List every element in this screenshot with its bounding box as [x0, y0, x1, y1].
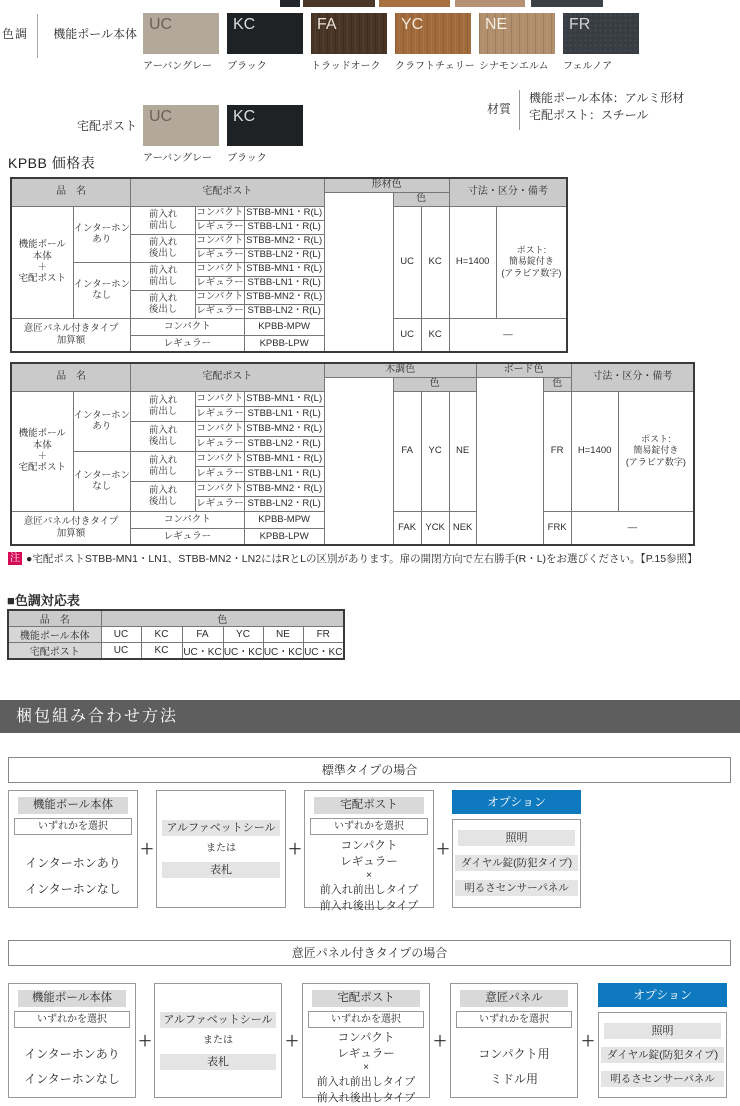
header-dimensions: 寸法・区分・備考 [449, 178, 567, 206]
corr-cell: UC [101, 643, 141, 660]
header-delivery-post: 宅配ポスト [131, 363, 325, 391]
post-line-times: × [363, 1062, 369, 1073]
direction-cell [131, 290, 196, 318]
post-line-front-rear: 前入れ後出しタイプ [319, 900, 419, 912]
size-cell: レギュラー [196, 436, 245, 451]
note-badge: 注 [10, 553, 20, 564]
direction-cell [131, 206, 196, 234]
cropped-swatch [379, 0, 450, 7]
swatch-name: ブラック [227, 153, 267, 164]
name-line: 本体 [32, 250, 52, 262]
plus-sign: ＋ [288, 841, 302, 857]
direction-cell [131, 451, 196, 481]
header-board-color: ボード色 [476, 363, 571, 377]
price-table-wood-board [10, 362, 695, 546]
direction-line: 後出し [148, 436, 178, 447]
header-delivery-post: 宅配ポスト [131, 178, 325, 206]
name-line: 機能ポール [18, 428, 66, 440]
color-code-cell: YC [421, 391, 449, 511]
color-code-cell: UC [393, 318, 421, 352]
size-cell: レギュラー [196, 221, 244, 233]
header-extrusion-color: 形材色 [324, 178, 449, 192]
nameplate-box [156, 790, 286, 908]
size-cell: レギュラー [196, 249, 244, 261]
material-line-post: 宅配ポスト：スチール [529, 108, 649, 122]
size-cell: コンパクト [196, 235, 244, 247]
select-one-box: いずれかを選択 [14, 818, 132, 835]
material-line-pole: 機能ポール本体：アルミ形材 [529, 91, 685, 105]
plus-sign: ＋ [581, 1032, 595, 1049]
color-code-cell: YCK [421, 511, 449, 545]
interphone-line: なし [92, 290, 112, 301]
swatch-name: アーバングレー [143, 153, 212, 164]
model-cell: KPBB-LPW [244, 335, 324, 352]
cropped-swatch [280, 0, 300, 7]
color-swatch-uc [143, 13, 219, 72]
empty-price-column [324, 377, 393, 545]
size-cell: コンパクト [131, 511, 245, 528]
addition-label-cell [11, 511, 131, 545]
price-table-aluminum [10, 177, 568, 353]
model-cell: STBB-MN2・R(L) [244, 421, 324, 436]
diagram1-title: 標準タイプの場合 [8, 757, 731, 783]
cropped-swatch [455, 0, 525, 7]
remark-line: (アラビア数字) [501, 267, 562, 278]
swatch-name: ブラック [227, 61, 267, 72]
material-label: 材質 [487, 102, 512, 116]
interphone-cell [73, 206, 131, 262]
price-table-title: KPBB 価格表 [8, 155, 96, 171]
corr-cell: UC・KC [182, 643, 223, 660]
interphone-line: インターホン [73, 278, 131, 290]
model-cell: STBB-MN2・R(L) [246, 291, 323, 303]
size-cell: レギュラー [196, 496, 245, 511]
pole-row-label: 機能ポール本体 [53, 27, 137, 41]
post-box-header: 宅配ポスト [312, 990, 420, 1007]
direction-line: 前出し [148, 276, 178, 287]
delivery-post-box [302, 983, 430, 1104]
direction-line: 前入れ [148, 292, 178, 304]
diagram2-title: 意匠パネル付きタイプの場合 [8, 940, 731, 966]
empty-price-column [476, 377, 543, 545]
standard-type-diagram [8, 790, 581, 912]
cropped-swatch [303, 0, 375, 7]
option-box [452, 790, 581, 908]
remark-line: (アラビア数字) [625, 456, 686, 467]
direction-line: 前入れ [148, 394, 178, 406]
alphabet-seal-item: アルファベットシール [162, 820, 280, 836]
addition-line: 加算額 [56, 334, 86, 346]
empty-price-column [324, 192, 393, 352]
size-cell: レギュラー [131, 335, 245, 352]
swatch-name: シナモンエルム [479, 61, 549, 72]
swatch-name: アーバングレー [143, 61, 212, 72]
select-one-box: いずれかを選択 [456, 1011, 572, 1028]
row-label-post: 宅配ポスト [8, 643, 101, 660]
header-dimensions: 寸法・区分・備考 [571, 363, 694, 391]
model-cell: STBB-LN2・R(L) [244, 304, 324, 318]
option-dial-lock: ダイヤル錠(防犯タイプ) [601, 1047, 724, 1063]
color-code-cell: KC [421, 318, 449, 352]
dash-cell: ― [449, 318, 567, 352]
direction-cell [131, 421, 196, 451]
swatch-chip [311, 13, 387, 54]
post-line-front-front: 前入れ前出しタイプ [319, 884, 419, 896]
swatch-code: UC [149, 16, 173, 33]
model-cell: STBB-LN2・R(L) [244, 248, 324, 262]
pole-option-intercom-yes: インターホンあり [25, 856, 121, 870]
header-product-name: 品 名 [8, 610, 101, 627]
select-one-box: いずれかを選択 [14, 1011, 130, 1028]
interphone-line: インターホン [73, 469, 131, 481]
row-label-pole: 機能ポール本体 [8, 627, 101, 643]
pole-box-header: 機能ポール本体 [18, 797, 128, 814]
plus-sign: ＋ [433, 1032, 447, 1049]
corr-cell: FR [303, 627, 344, 643]
nameplate-box [154, 983, 282, 1098]
color-swatch-fr [563, 13, 639, 72]
name-line: 宅配ポスト [18, 273, 66, 285]
remark-line: ポスト: [641, 434, 671, 445]
corr-cell: UC・KC [303, 643, 344, 660]
interphone-line: インターホン [73, 222, 131, 234]
option-box-body [598, 1012, 727, 1098]
swatch-chip [227, 105, 303, 146]
swatch-chip [143, 13, 219, 54]
model-cell: STBB-MN2・R(L) [246, 235, 323, 247]
panel-option-middle: ミドル用 [489, 1072, 538, 1086]
remark-line: 簡易錠付き [508, 256, 554, 267]
interphone-line: あり [92, 421, 112, 432]
model-cell: KPBB-LPW [244, 528, 324, 545]
swatch-code: FR [569, 16, 591, 33]
header-product-name: 品 名 [11, 178, 131, 206]
pole-box [8, 983, 136, 1098]
pole-option-intercom-yes: インターホンあり [24, 1047, 120, 1061]
divider [519, 90, 520, 130]
model-cell: STBB-MN1・R(L) [244, 391, 324, 406]
post-line-regular: レギュラー [337, 1048, 395, 1060]
plus-sign: ＋ [138, 1032, 152, 1049]
model-cell: STBB-LN2・R(L) [244, 496, 324, 511]
direction-line: 前入れ [148, 484, 178, 496]
corr-cell: UC・KC [223, 643, 263, 660]
direction-line: 後出し [148, 304, 178, 315]
post-line-times: × [366, 870, 372, 881]
option-box-header: オプション [452, 790, 581, 814]
product-name-cell [11, 206, 73, 318]
alphabet-seal-item: アルファベットシール [160, 1012, 276, 1028]
color-code-cell: FA [393, 391, 421, 511]
interphone-cell [73, 391, 131, 451]
pole-box-header: 機能ポール本体 [18, 990, 126, 1007]
post-line-compact: コンパクト [340, 840, 398, 852]
corr-cell: FA [182, 627, 223, 643]
correspondence-title: ■色調対応表 [7, 593, 80, 608]
swatch-code: YC [401, 16, 424, 33]
model-cell: STBB-MN1・R(L) [244, 451, 324, 466]
swatch-code: FA [317, 16, 337, 33]
option-box-body [452, 819, 581, 908]
name-line: ＋ [37, 262, 47, 273]
select-one-box: いずれかを選択 [308, 1011, 424, 1028]
swatch-code: KC [233, 16, 256, 33]
swatch-chip [563, 13, 639, 54]
model-cell: KPBB-MPW [244, 511, 324, 528]
size-cell: コンパクト [196, 207, 244, 219]
direction-line: 前入れ [148, 208, 178, 220]
addition-line: 意匠パネル付きタイプ [23, 516, 119, 528]
color-code-cell: FRK [543, 511, 571, 545]
color-code-cell: NE [449, 391, 476, 511]
addition-line: 加算額 [56, 527, 86, 539]
color-code-cell: KC [421, 206, 449, 318]
post-swatch-kc [227, 105, 303, 164]
size-cell: コンパクト [196, 451, 245, 466]
direction-line: 前入れ [148, 454, 178, 466]
option-brightness-sensor: 明るさセンサーパネル [601, 1071, 724, 1087]
post-line-front-front: 前入れ前出しタイプ [316, 1076, 416, 1088]
size-cell: レギュラー [196, 466, 245, 481]
corr-cell: KC [141, 643, 182, 660]
model-cell: STBB-MN2・R(L) [244, 481, 324, 496]
corr-cell: YC [223, 627, 263, 643]
option-lighting: 照明 [458, 830, 575, 846]
size-cell: レギュラー [196, 406, 245, 421]
note-text: ●宅配ポストSTBB-MN1・LN1、STBB-MN2・LN2にはRとLの区別があります。扉の開閉方向で左右勝手(R・L)をお選びください。【P.15参照】 [26, 553, 698, 565]
size-cell: コンパクト [196, 481, 245, 496]
height-cell: H=1400 [449, 206, 496, 318]
model-cell: KPBB-MPW [244, 318, 324, 335]
direction-line: 前出し [148, 406, 178, 417]
option-lighting: 照明 [604, 1023, 721, 1039]
size-cell: コンパクト [196, 391, 245, 406]
direction-line: 前入れ [148, 264, 178, 276]
interphone-cell [73, 262, 131, 318]
swatch-chip [479, 13, 555, 54]
swatch-name: クラフトチェリー [395, 61, 475, 72]
nameplate-item: 表札 [162, 862, 280, 878]
size-cell: レギュラー [196, 305, 244, 317]
direction-cell [131, 391, 196, 421]
pole-option-intercom-no: インターホンなし [24, 1072, 120, 1086]
name-line: ＋ [37, 451, 47, 462]
pole-option-intercom-no: インターホンなし [25, 882, 121, 896]
option-box [598, 983, 727, 1098]
plus-sign: ＋ [140, 841, 154, 857]
header-color: 色 [393, 192, 449, 206]
direction-line: 前出し [148, 466, 178, 477]
swatch-chip [395, 13, 471, 54]
swatch-code: UC [149, 108, 173, 125]
swatch-chip [143, 105, 219, 146]
post-line-front-rear: 前入れ後出しタイプ [316, 1092, 416, 1104]
or-label: または [203, 1034, 233, 1046]
name-line: 本体 [32, 439, 52, 451]
plus-sign: ＋ [436, 841, 450, 857]
option-brightness-sensor: 明るさセンサーパネル [455, 880, 578, 896]
note-line [8, 552, 698, 566]
size-cell: コンパクト [196, 263, 244, 275]
pole-box [8, 790, 138, 908]
direction-cell [131, 262, 196, 290]
select-one-box: いずれかを選択 [310, 818, 428, 835]
direction-cell [131, 481, 196, 511]
post-swatch-uc [143, 105, 219, 164]
model-cell: STBB-LN2・R(L) [244, 436, 324, 451]
direction-line: 後出し [148, 496, 178, 507]
addition-line: 意匠パネル付きタイプ [23, 323, 119, 335]
color-swatch-ne [479, 13, 555, 72]
remark-line: 簡易錠付き [633, 445, 679, 456]
design-panel-type-diagram [8, 983, 727, 1104]
model-cell: STBB-LN1・R(L) [244, 466, 324, 481]
cropped-swatch [531, 0, 603, 7]
size-cell: レギュラー [196, 277, 244, 289]
model-cell: STBB-LN1・R(L) [244, 276, 324, 290]
color-swatch-fa [311, 13, 387, 72]
remark-cell [618, 391, 694, 511]
model-cell: STBB-LN1・R(L) [244, 406, 324, 421]
material-block [487, 90, 684, 130]
header-wood-color: 木調色 [324, 363, 476, 377]
direction-line: 後出し [148, 248, 178, 259]
color-swatch-yc [395, 13, 475, 72]
interphone-line: あり [92, 234, 112, 245]
delivery-post-box [304, 790, 434, 912]
panel-option-compact: コンパクト用 [478, 1047, 550, 1061]
corr-cell: NE [263, 627, 303, 643]
addition-label-cell [11, 318, 131, 352]
packing-section-bar: 梱包組み合わせ方法 [0, 700, 740, 733]
color-code-cell: FAK [393, 511, 421, 545]
direction-line: 前入れ [148, 236, 178, 248]
model-cell: STBB-LN1・R(L) [244, 220, 324, 234]
interphone-line: インターホン [73, 409, 131, 421]
interphone-line: なし [92, 481, 112, 492]
model-cell: STBB-MN1・R(L) [246, 207, 323, 219]
header-color: 色 [101, 610, 344, 627]
direction-cell [131, 234, 196, 262]
swatch-code: KC [233, 108, 256, 125]
option-box-header: オプション [598, 983, 727, 1007]
option-dial-lock: ダイヤル錠(防犯タイプ) [455, 855, 578, 871]
size-cell: コンパクト [131, 318, 245, 335]
or-label: または [206, 843, 236, 854]
header-product-name: 品 名 [11, 363, 131, 391]
nameplate-item: 表札 [160, 1054, 276, 1070]
color-code-cell: FR [543, 391, 571, 511]
design-panel-box [450, 983, 578, 1098]
corr-cell: UC・KC [263, 643, 303, 660]
size-cell: コンパクト [196, 421, 245, 436]
height-cell: H=1400 [571, 391, 618, 511]
correspondence-table [7, 609, 345, 660]
header-color: 色 [393, 377, 476, 391]
remark-line: ポスト: [516, 245, 547, 256]
product-name-cell [11, 391, 73, 511]
direction-line: 前入れ [148, 424, 178, 436]
direction-line: 前出し [148, 220, 178, 231]
name-line: 宅配ポスト [18, 462, 66, 474]
design-panel-header: 意匠パネル [460, 990, 568, 1007]
swatch-name: フェルノア [563, 61, 613, 72]
color-code-cell: NEK [449, 511, 476, 545]
name-line: 機能ポール [18, 239, 66, 251]
color-tone-section [0, 13, 740, 164]
header-color: 色 [543, 377, 571, 391]
color-swatch-kc [227, 13, 303, 72]
model-cell: STBB-MN1・R(L) [246, 263, 323, 275]
pole-color-row [0, 13, 740, 72]
color-tone-label: 色調 [2, 27, 29, 41]
post-row-label: 宅配ポスト [76, 119, 137, 133]
corr-cell: KC [141, 627, 182, 643]
color-code-cell: UC [393, 206, 421, 318]
size-cell: コンパクト [196, 291, 244, 303]
dash-cell: ― [571, 511, 694, 545]
corr-cell: UC [101, 627, 141, 643]
plus-sign: ＋ [285, 1032, 299, 1049]
remark-cell [496, 206, 567, 318]
post-line-regular: レギュラー [340, 856, 398, 868]
post-box-header: 宅配ポスト [314, 797, 424, 814]
size-cell: レギュラー [131, 528, 245, 545]
swatch-code: NE [485, 16, 508, 33]
swatch-name: トラッドオーク [311, 61, 381, 72]
interphone-cell [73, 451, 131, 511]
swatch-chip [227, 13, 303, 54]
post-line-compact: コンパクト [337, 1032, 395, 1044]
